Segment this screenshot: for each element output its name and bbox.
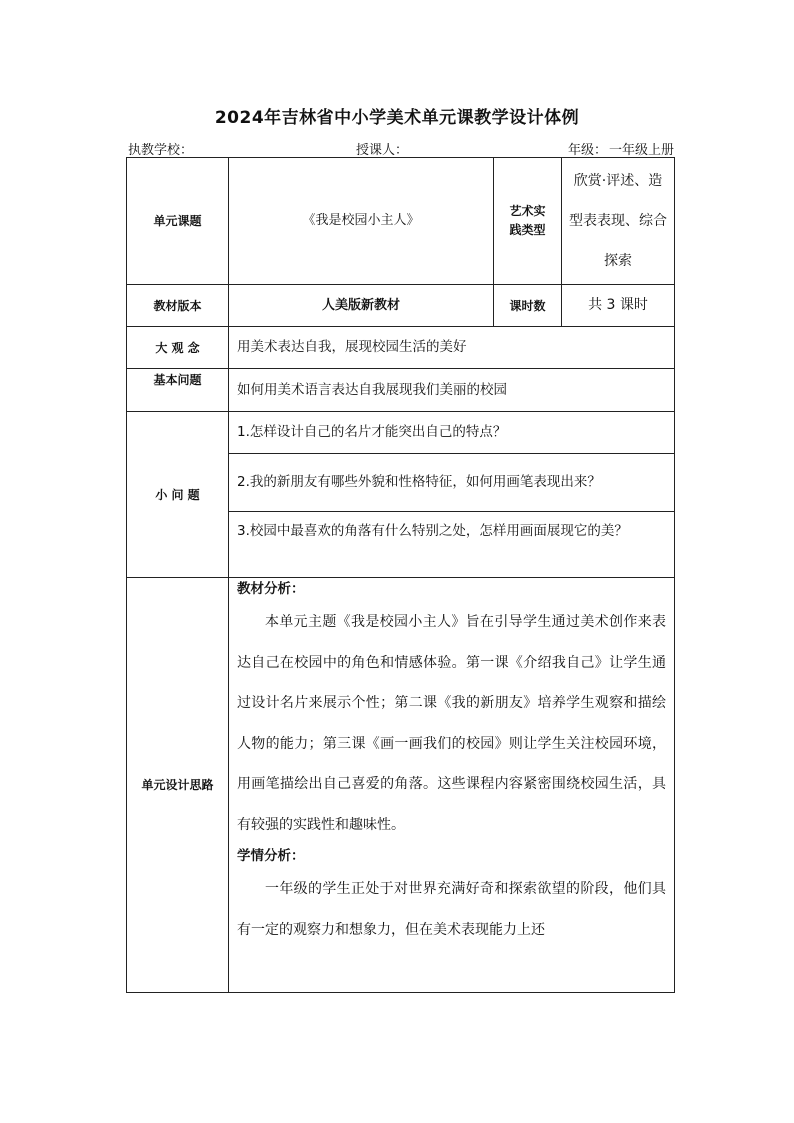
hours-value: 共 3 课时: [562, 285, 675, 327]
grade-value: 一年级上册: [608, 143, 674, 158]
textbook-value: 人美版新教材: [229, 285, 494, 327]
table-row: [127, 369, 675, 412]
design-content: [229, 578, 675, 993]
small-question-3: 3.校园中最喜欢的角落有什么特别之处，怎样用画面展现它的美？: [229, 512, 675, 578]
small-question-2: 2.我的新朋友有哪些外貌和性格特征，如何用画笔表现出来？: [229, 454, 675, 512]
lesson-design-table: [126, 157, 675, 993]
teacher-field: [356, 139, 408, 158]
basic-question-value: 如何用美术语言表达自我展现我们美丽的校园: [229, 369, 675, 412]
table-row: [127, 285, 675, 327]
table-row: [127, 327, 675, 369]
school-field: [128, 139, 193, 158]
table-row: [127, 578, 675, 993]
small-questions-label: 小 问 题: [127, 412, 229, 578]
unit-title-label: 单元课题: [127, 158, 229, 285]
textbook-analysis-text: 本单元主题《我是校园小主人》旨在引导学生通过美术创作来表达自己在校园中的角色和情感体验。第一课《介绍我自己》让学生通过设计名片来展示个性；第二课《我的新朋友》培养学生观察和描绘人物的能力；第三课《画一画我们的校园》则让学生关注校园环境，用画笔描绘出自己喜爱的角落。这些课程内容紧密围绕校园生活，具有较强的实践性和趣味性。: [237, 614, 666, 833]
page-title: 2024年吉林省中小学美术单元课教学设计体例: [214, 108, 580, 128]
table-row: [127, 412, 675, 454]
student-analysis-heading: 学情分析：: [237, 848, 305, 864]
unit-title-value: 《我是校园小主人》: [229, 158, 494, 285]
table-row: [127, 158, 675, 285]
big-idea-label: 大 观 念: [127, 327, 229, 369]
basic-question-label: 基本问题: [127, 369, 229, 412]
design-label: 单元设计思路: [127, 578, 229, 993]
teacher-label: 授课人：: [356, 143, 409, 158]
grade-field: [568, 139, 674, 158]
student-analysis-text: 一年级的学生正处于对世界充满好奇和探索欲望的阶段，他们具有一定的观察力和想象力，但在美术表现能力上还: [237, 881, 666, 938]
textbook-label: 教材版本: [127, 285, 229, 327]
big-idea-value: 用美术表达自我，展现校园生活的美好: [229, 327, 675, 369]
textbook-analysis-heading: 教材分析：: [237, 581, 305, 597]
grade-label: 年级：: [567, 143, 607, 158]
art-type-label: 艺术实践类型: [494, 158, 562, 285]
school-label: 执教学校：: [128, 143, 194, 158]
art-type-value: 欣赏·评述、造型表表现、综合探索: [562, 158, 675, 285]
hours-label: 课时数: [494, 285, 562, 327]
small-question-1: 1.怎样设计自己的名片才能突出自己的特点？: [229, 412, 675, 454]
